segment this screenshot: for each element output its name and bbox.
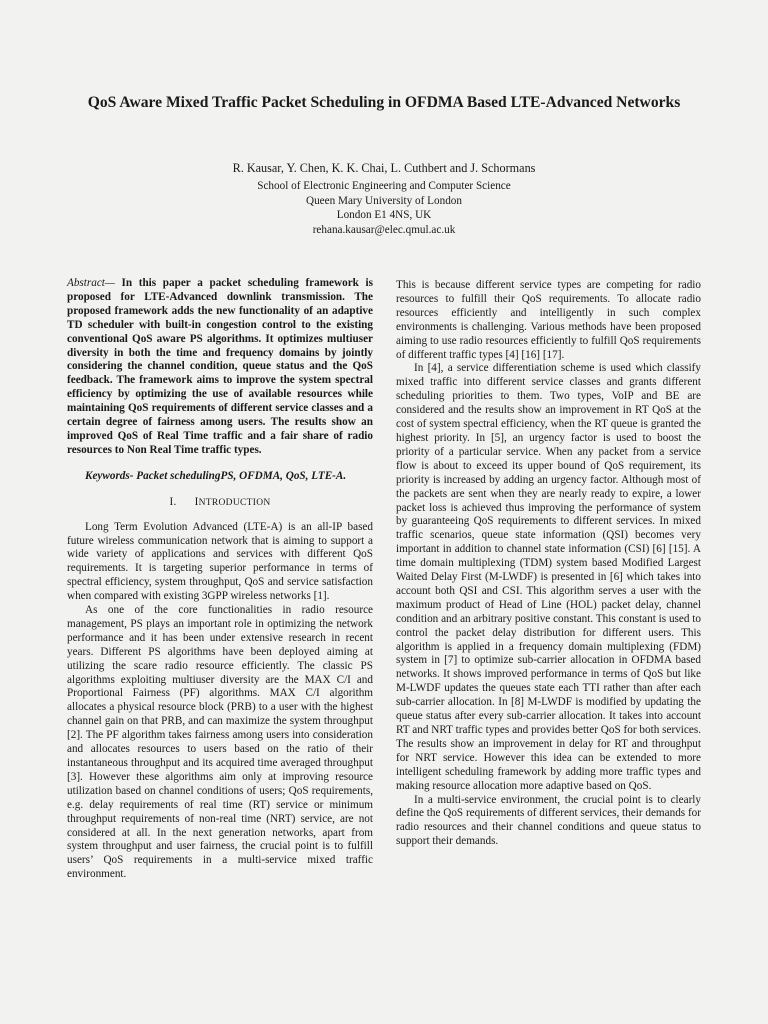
affiliation-block: [60, 179, 708, 237]
affiliation-university: Queen Mary University of London: [306, 194, 462, 207]
right-paragraph-1: This is because different service types are competing for radio resources to fulfill their QoS requirements. To allocate radio resources efficiently and intelligently in such complex environments is challenging. Various methods have been proposed aiming to use radio resources efficiently to fulfill QoS requirements of different traffic types [4] [16] [17].: [396, 279, 701, 361]
intro-paragraph-1: Long Term Evolution Advanced (LTE-A) is an all-IP based future wireless communication network that is aiming to support a wide variety of applications and services with different QoS requirements. It is targeting superior performance in terms of spectral efficiency, system throughput, QoS and service satisfaction when compared with existing 3GPP wireless networks [1].: [67, 520, 373, 603]
section-title-rest: NTRODUCTION: [198, 497, 271, 508]
left-column: [67, 277, 373, 882]
affiliation-address: London E1 4NS, UK: [336, 209, 432, 222]
section-number: I.: [169, 495, 177, 508]
right-paragraph-3: In a multi-service environment, the crucial point is to clearly define the QoS requirements of different services, their demands for radio resources and their channel conditions and queue status to support their demands.: [396, 793, 701, 848]
section-heading-introduction: [67, 496, 373, 511]
abstract-lead: Abstract—: [67, 277, 115, 289]
paper-title: QoS Aware Mixed Traffic Packet Scheduling in OFDMA Based LTE-Advanced Networks: [87, 94, 681, 111]
abstract-text: In this paper a packet scheduling framework is proposed for LTE-Advanced downlink transmission. The proposed framework adds the new functionality of an adaptive TD scheduler with built-in congestion control to the existing conventional QoS aware PS algorithms. It optimizes multiuser diversity in both the time and frequency domains by jointly considering the channel condition, queue status and the QoS feedback. The framework aims to improve the system spectral efficiency by optimizing the use of available resources while maintaining QoS requirements of different service classes and a certain degree of fairness among users. The results show an improved QoS of Real Time traffic and a fair share of radio resources to Non Real Time traffic types.: [67, 277, 373, 456]
section-title-initial: I: [194, 495, 199, 508]
abstract: [67, 277, 373, 458]
affiliation-school: School of Electronic Engineering and Computer Science: [257, 180, 511, 192]
affiliation-email: rehana.kausar@elec.qmul.ac.uk: [312, 223, 456, 236]
right-paragraph-2: In [4], a service differentiation scheme is used which classify mixed traffic into different service classes and grants different scheduling priorities to them. Two types, VoIP and BE are considered and the results show an improvement in RT QoS at the cost of system spectral efficiency, when the RT queue is granted the highest priority. In [5], an urgency factor is used to boost the priority of a particular service. When any packet from a service flow is about to exceed its upper bound of QoS requirement, its priority is increased by adding an urgency factor. Although most of the packets are sent when they are nearly ready to expire, a lower packet loss is achieved thus improving the performance of system by guaranteeing QoS requirements to different services. In mixed traffic scenarios, queue state information (QSI) becomes very important in addition to channel state information (CSI) [6] [15]. A time domain multiplexing (TDM) system based Modified Largest Waited Delay First (M-LWDF) is presented in [6] which takes into account both QSI and CSI. This algorithm serves a user with the maximum product of Head of Line (HOL) packet delay, channel condition and an arbitrary positive constant. This constant is used to control the packet delay distribution for different users. This algorithm is applied in a frequency domain multiplexing (FDM) system in [7] to optimize sub-carrier allocation in OFDMA based networks. It shows improved performance in terms of QoS but like M-LWDF updates the queues state each TTI rather than after each sub-carrier allocation. In [8] M-LWDF is modified by updating the queue status after every sub-carrier allocation. It takes into account RT and NRT traffic types and provides better QoS for both services. The results show an improvement in delay for RT and throughput for NRT service. However this idea can be extended to more intelligent scheduling framework by adding more traffic types and making resource allocation more adaptive based on QoS.: [396, 362, 701, 792]
intro-paragraph-2: As one of the core functionalities in radio resource management, PS plays an important role in optimizing the network performance and it has been under extensive research in recent years. Different PS algorithms have been deployed aiming at utilizing the scare radio resource efficiently. The classic PS algorithms exploiting multiuser diversity are the MAX C/I and Proportional Fairness (PF) algorithms. MAX C/I algorithm allocates a physical resource block (PRB) to a user with the highest channel gain on that PRB, and can maximize the system throughput [2]. The PF algorithm takes fairness among users into consideration and allocates resources to users based on the ratio of their instantaneous throughput and its acquired time averaged throughput [3]. However these algorithms aim only at improving resource utilization based on channel conditions of users; QoS requirements, e.g. delay requirements of real time (RT) service or minimum throughput requirements of non-real time (NRT) service, are not considered at all. In the next generation networks, apart from system throughput and user fairness, the crucial point is to fulfill users’ QoS requirements in a multi-service mixed traffic environment.: [67, 604, 373, 881]
author-list: R. Kausar, Y. Chen, K. K. Chai, L. Cuthbert and J. Schormans: [232, 161, 536, 175]
keywords: Keywords- Packet schedulingPS, OFDMA, QoS, LTE-A.: [85, 469, 347, 482]
right-column: [396, 279, 701, 849]
